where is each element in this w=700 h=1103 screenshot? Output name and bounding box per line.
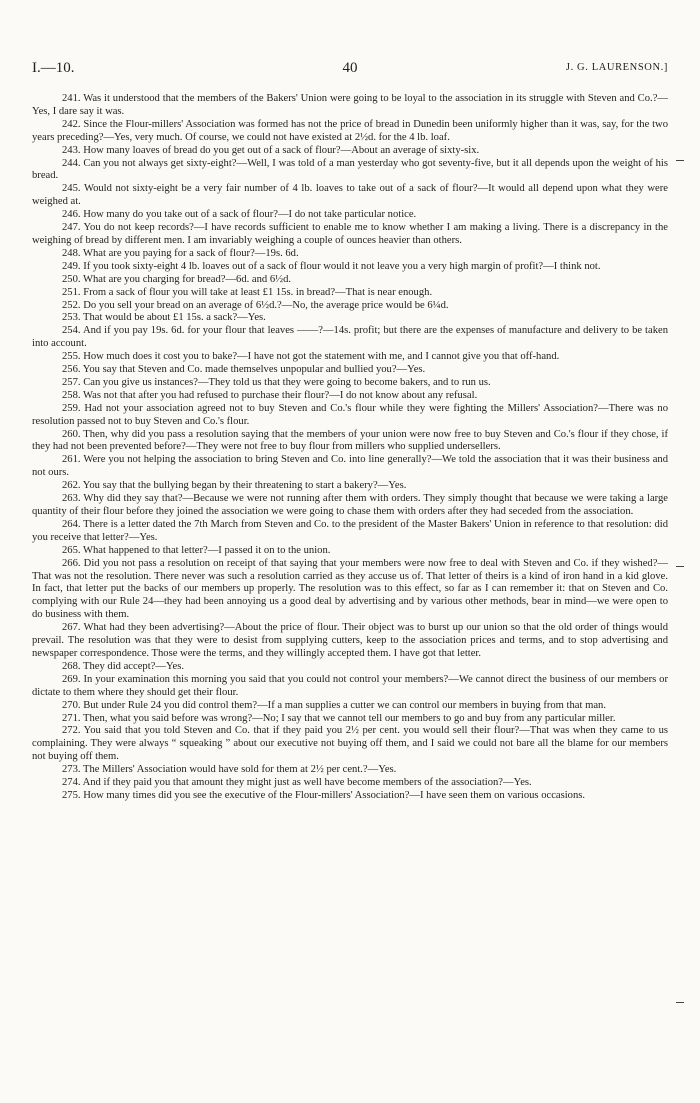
question-answer-paragraph: 254. And if you pay 19s. 6d. for your flour that leaves ——?—14s. profit; but there are the expenses of manufacture and delivery to be taken into account.	[32, 325, 668, 350]
question-answer-paragraph: 248. What are you paying for a sack of flour?—19s. 6d.	[62, 247, 299, 259]
question-answer-paragraph: 263. Why did they say that?—Because we were not running after them with orders. They simply thought that because we were taking a large quantity of their flour before they joined the association we were going to chase them with orders after they had seceded from the association.	[32, 493, 668, 517]
question-answer-paragraph: 255. How much does it cost you to bake?—I have not got the statement with me, and I cannot give you that off-hand.	[62, 351, 560, 363]
question-answer-paragraph: 269. In your examination this morning you said that you could not control your members?—We cannot direct the business of our members or dictate to them where they should get their flour.	[32, 673, 668, 698]
question-answer-paragraph: 244. Can you not always get sixty-eight?—Well, I was told of a man yesterday who got seventy-five, but it all depends upon the weight of his bread.	[32, 157, 668, 182]
margin-mark	[676, 160, 684, 161]
question-answer-paragraph: 272. You said that you told Steven and Co. that if they paid you 2½ per cent. you would sell their flour?—That was when they came to us complaining. They were always “ squeaking ” about our executive not buying off them, and I said we could not bare all the blame for our members not buying off them.	[32, 725, 668, 763]
question-answer-paragraph: 262. You say that the bullying began by their threatening to start a bakery?—Yes.	[62, 480, 407, 492]
question-answer-paragraph: 259. Had not your association agreed not to buy Steven and Co.'s flour while they were fighting the Millers' Association?—There was no resolution passed not to buy Steven and Co.'s flour.	[32, 402, 668, 427]
question-answer-paragraph: 243. How many loaves of bread do you get out of a sack of flour?—About an average of sixty-six.	[62, 144, 480, 156]
question-answer-paragraph: 266. Did you not pass a resolution on receipt of that saying that your members were now free to deal with Steven and Co. if they wished?—That was not the resolution. There never was such a resolution carried as they accuse us of. That letter of theirs is a kind of iron hand in a kid glove. In fact, that letter put the backs of our members up properly. The resolution was to this effect, so far as I can remember it: that on Steven and Co. complying with our Rule 24—they had been annoying us a good deal by advertising and by various other methods, bear in mind—we were open to do business with them.	[32, 557, 668, 621]
question-answer-paragraph: 247. You do not keep records?—I have records sufficient to enable me to know whether I am making a living. There is a discrepancy in the weighing of bread by different men. I am invariably weighing a couple of ounces heavier than others.	[32, 222, 668, 246]
question-answer-paragraph: 242. Since the Flour-millers' Association was formed has not the price of bread in Dunedin been uniformly higher than it was, say, for the two years preceding?—Yes, very much. Of course, we could not have existed at 2½d. for the 4 lb. loaf.	[32, 118, 668, 143]
document-reference: I.—10.	[32, 60, 75, 76]
question-answer-paragraph: 268. They did accept?—Yes.	[62, 660, 185, 672]
question-answer-paragraph: 252. Do you sell your bread on an average of 6½d.?—No, the average price would be 6¼d.	[62, 299, 449, 311]
question-answer-paragraph: 265. What happened to that letter?—I passed it on to the union.	[62, 544, 331, 556]
testimony-body	[32, 93, 668, 803]
question-answer-paragraph: 256. You say that Steven and Co. made themselves unpopular and bullied you?—Yes.	[62, 364, 426, 376]
question-answer-paragraph: 253. That would be about £1 15s. a sack?—Yes.	[62, 312, 266, 324]
question-answer-paragraph: 257. Can you give us instances?—They told us that they were going to become bakers, and to run us.	[62, 376, 491, 388]
question-answer-paragraph: 245. Would not sixty-eight be a very fair number of 4 lb. loaves to take out of a sack of flour?—It would all depend upon what they were weighed at.	[32, 183, 668, 208]
question-answer-paragraph: 258. Was not that after you had refused to purchase their flour?—I do not know about any refusal.	[62, 389, 478, 401]
question-answer-paragraph: 267. What had they been advertising?—About the price of flour. Their object was to burst up our union so that the old order of things would prevail. The resolution was that they were to desist from supplying cutters, keep to the association prices and terms, and to stop advertising and newspaper correspondence. Those were the terms, and they willingly accepted them. I have got that letter.	[32, 622, 668, 659]
question-answer-paragraph: 271. Then, what you said before was wrong?—No; I say that we cannot tell our members to go and buy from any particular miller.	[62, 712, 616, 724]
question-answer-paragraph: 274. And if they paid you that amount they might just as well have become members of the association?—Yes.	[62, 777, 532, 789]
question-answer-paragraph: 260. Then, why did you pass a resolution saying that the members of your union were now free to buy Steven and Co.'s flour if they chose, if they had not been prevented before?—They were not free to buy flour from millers who supplied undersellers.	[32, 428, 668, 453]
question-answer-paragraph: 270. But under Rule 24 you did control them?—If a man supplies a cutter we can control our members in buying from that man.	[62, 699, 606, 711]
question-answer-paragraph: 249. If you took sixty-eight 4 lb. loaves out of a sack of flour would it not leave you a very high margin of profit?—I think not.	[62, 260, 601, 272]
question-answer-paragraph: 241. Was it understood that the members of the Bakers' Union were going to be loyal to the association in its struggle with Steven and Co.?—Yes, I dare say it was.	[32, 93, 668, 117]
question-answer-paragraph: 261. Were you not helping the association to bring Steven and Co. into line generally?—We told the association that it was their business and not ours.	[32, 454, 668, 479]
question-answer-paragraph: 246. How many do you take out of a sack of flour?—I do not take particular notice.	[62, 209, 417, 221]
question-answer-paragraph: 264. There is a letter dated the 7th March from Steven and Co. to the president of the Master Bakers' Union in reference to that resolution: did you receive that letter?—Yes.	[32, 518, 668, 543]
margin-mark	[676, 1002, 684, 1003]
margin-mark	[676, 566, 684, 567]
question-answer-paragraph: 275. How many times did you see the executive of the Flour-millers' Association?—I have seen them on various occasions.	[62, 789, 586, 801]
witness-name: J. G. LAURENSON.]	[565, 62, 668, 73]
question-answer-paragraph: 250. What are you charging for bread?—6d. and 6½d.	[62, 273, 292, 285]
page-number: 40	[342, 60, 358, 76]
question-answer-paragraph: 251. From a sack of flour you will take at least £1 15s. in bread?—That is near enough.	[62, 286, 433, 298]
page-header	[32, 60, 668, 82]
question-answer-paragraph: 273. The Millers' Association would have sold for them at 2½ per cent.?—Yes.	[62, 764, 397, 776]
